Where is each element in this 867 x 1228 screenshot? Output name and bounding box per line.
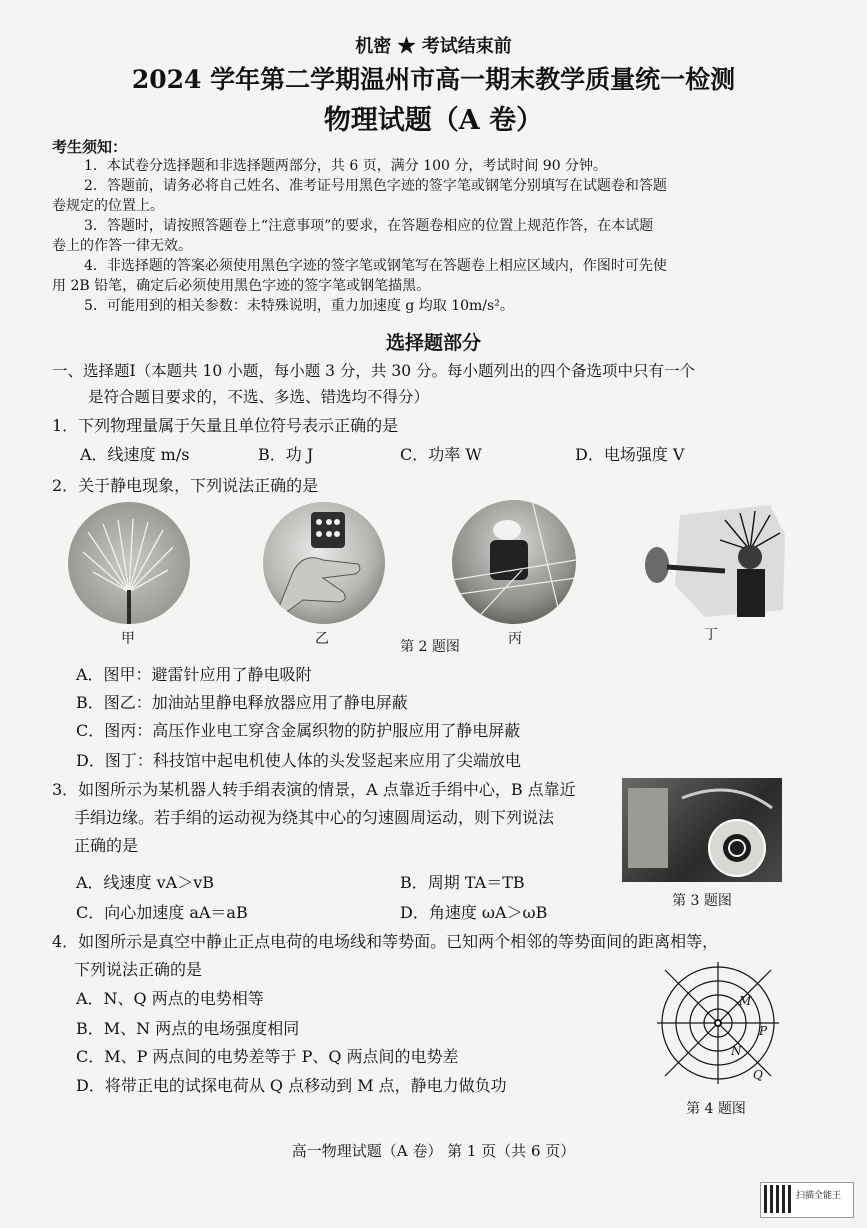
note-3	[52, 216, 782, 256]
hair-raising-icon	[645, 505, 785, 617]
qr-code-icon	[764, 1185, 792, 1213]
figure-hv-worker	[452, 500, 576, 624]
q3-option-b: B．周期 TA＝TB	[400, 873, 525, 892]
q4-option-c: C．M、P 两点间的电势差等于 P、Q 两点间的电势差	[76, 1047, 459, 1066]
q2-figure-caption: 第 2 题图	[400, 639, 460, 655]
q2-stem: 2．关于静电现象，下列说法正确的是	[52, 476, 319, 495]
lightning-rod-icon	[68, 502, 190, 624]
q3-stem-line2: 手绢边缘。若手绢的运动视为绕其中心的匀速圆周运动，则下列说法	[74, 808, 555, 827]
page-footer: 高一物理试题（A 卷） 第 1 页（共 6 页）	[291, 1142, 576, 1160]
part-instructions-line1: 一、选择题Ⅰ（本题共 10 小题，每小题 3 分，共 30 分。每小题列出的四个备选项中只有一个	[52, 362, 695, 380]
note-2	[52, 176, 782, 216]
q3-stem-line1: 3．如图所示为某机器人转手绢表演的情景，A 点靠近手绢中心，B 点靠近	[52, 780, 576, 799]
section-title: 选择题部分	[385, 332, 481, 354]
figure-lightning-rod	[68, 502, 190, 624]
exam-subtitle: 物理试题（A 卷）	[323, 105, 544, 136]
q4-figure-caption: 第 4 题图	[686, 1101, 746, 1117]
q1-option-b: B．功 J	[258, 445, 314, 464]
q1-stem: 1．下列物理量属于矢量且单位符号表示正确的是	[52, 416, 399, 435]
part-instructions	[52, 358, 782, 410]
point-m: M	[739, 994, 752, 1008]
q1-option-a: A．线速度 m/s	[80, 445, 190, 464]
q1-option-c: C．功率 W	[400, 445, 482, 464]
q3-figure-caption: 第 3 题图	[672, 893, 732, 909]
hand-icon	[263, 502, 385, 624]
point-q: Q	[753, 1068, 763, 1082]
q2-label-yi: 乙	[315, 631, 329, 647]
q4-option-d: D．将带正电的试探电荷从 Q 点移动到 M 点，静电力做负功	[76, 1076, 507, 1095]
point-p: P	[759, 1024, 768, 1038]
part-instructions-line2: 是符合题目要求的，不选、多选、错选均不得分）	[88, 388, 430, 406]
confidential-mark: 机密 ★ 考试结束前	[355, 36, 512, 57]
q2-label-ding: 丁	[704, 627, 718, 643]
q3-stem	[52, 776, 617, 860]
exam-title: 2024 学年第二学期温州市高一期末教学质量统一检测	[131, 65, 736, 94]
note-3-line1: 3．答题时，请按照答题卷上“注意事项”的要求，在答题卷相应的位置上规范作答，在本试题	[84, 218, 654, 234]
q3-option-d: D．角速度 ωA＞ωB	[400, 903, 548, 922]
q1-option-d: D．电场强度 V	[575, 445, 685, 464]
q3-option-a: A．线速度 vA＞vB	[76, 873, 215, 892]
note-2-line1: 2．答题前，请务必将自己姓名、准考证号用黑色字迹的签字笔或钢笔分别填写在试题卷和答题	[84, 178, 667, 194]
q4-stem-line1: 4．如图所示是真空中静止正点电荷的电场线和等势面。已知两个相邻的等势面间的距离相等，	[52, 932, 719, 951]
q4-option-b: B．M、N 两点的电场强度相同	[76, 1019, 300, 1038]
figure-hair-raising	[645, 505, 785, 617]
point-n: N	[731, 1044, 742, 1058]
robot-icon	[622, 778, 782, 882]
q2-label-bing: 丙	[508, 631, 522, 647]
worker-icon	[452, 500, 576, 624]
figure-electric-field	[655, 960, 781, 1086]
note-4-line2: 用 2B 铅笔，确定后必须使用黑色字迹的签字笔或钢笔描黑。	[52, 278, 431, 294]
q2-option-a: A．图甲：避雷针应用了静电吸附	[76, 665, 312, 684]
note-4-line1: 4．非选择题的答案必须使用黑色字迹的签字笔或钢笔写在答题卷上相应区域内，作图时可先使	[84, 258, 667, 274]
q2-option-c: C．图丙：高压作业电工穿含金属织物的防护服应用了静电屏蔽	[76, 721, 521, 740]
q3-option-c: C．向心加速度 aA＝aB	[76, 903, 248, 922]
figure-static-discharger	[263, 502, 385, 624]
note-5	[52, 296, 782, 316]
notes-heading: 考生须知：	[52, 138, 128, 156]
q2-option-d: D．图丁：科技馆中起电机使人体的头发竖起来应用了尖端放电	[76, 751, 521, 770]
note-3-line2: 卷上的作答一律无效。	[52, 238, 192, 254]
q4-option-a: A．N、Q 两点的电势相等	[76, 989, 264, 1008]
q3-stem-line3: 正确的是	[74, 836, 139, 855]
note-4	[52, 256, 782, 296]
figure-robot-handkerchief	[622, 778, 782, 882]
q4-stem-line2: 下列说法正确的是	[74, 960, 203, 979]
note-5-line1: 5．可能用到的相关参数：未特殊说明，重力加速度 g 均取 10m/s²。	[84, 298, 514, 314]
q2-option-b: B．图乙：加油站里静电释放器应用了静电屏蔽	[76, 693, 408, 712]
note-1-line1: 1．本试卷分选择题和非选择题两部分，共 6 页，满分 100 分，考试时间 90 分钟。	[84, 158, 608, 174]
note-1	[52, 156, 782, 176]
note-2-line2: 卷规定的位置上。	[52, 198, 164, 214]
scanner-label: 扫描全能王	[796, 1191, 842, 1201]
q2-label-jia: 甲	[121, 631, 135, 647]
